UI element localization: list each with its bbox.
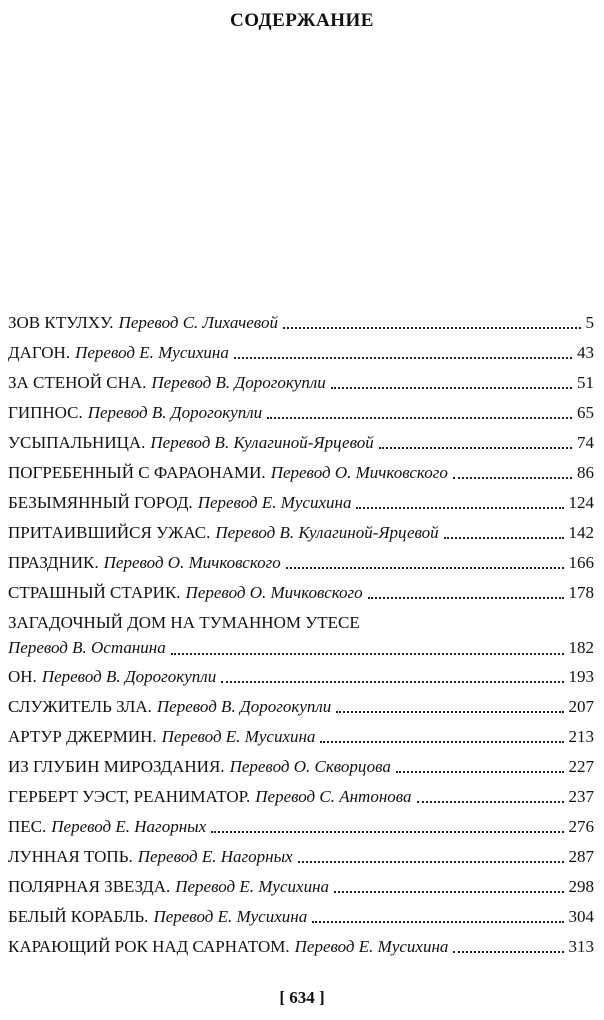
toc-row: [8, 488, 594, 518]
story-title: АРТУР ДЖЕРМИН.: [8, 727, 157, 746]
story-title: ГИПНОС.: [8, 403, 83, 422]
translator-credit: Перевод О. Мичковского: [270, 463, 448, 482]
translator-credit: Перевод Е. Мусихина: [197, 493, 352, 512]
page-ref: 5: [585, 313, 594, 332]
story-title: УСЫПАЛЬНИЦА.: [8, 433, 146, 452]
story-title: БЕЗЫМЯННЫЙ ГОРОД.: [8, 493, 193, 512]
page-ref: 182: [568, 638, 594, 657]
toc-entry: [8, 722, 594, 752]
dot-leader: [267, 417, 572, 419]
story-title: СТРАШНЫЙ СТАРИК.: [8, 583, 181, 602]
toc-entry: [8, 428, 594, 458]
translator-credit: Перевод В. Останина: [8, 638, 166, 657]
toc-entry: [8, 692, 594, 722]
toc-entry: [8, 812, 594, 842]
page-ref: 313: [568, 937, 594, 956]
table-of-contents: [8, 308, 594, 962]
page-ref: 237: [568, 787, 594, 806]
toc-entry: [8, 398, 594, 428]
page-ref: 124: [568, 493, 594, 512]
translator-credit: Перевод С. Лихачевой: [118, 313, 278, 332]
toc-entry: [8, 932, 594, 962]
page-ref: 51: [577, 373, 594, 392]
dot-leader: [396, 771, 564, 773]
story-title: ПРАЗДНИК.: [8, 553, 99, 572]
story-title: БЕЛЫЙ КОРАБЛЬ.: [8, 907, 149, 926]
translator-credit: Перевод Е. Мусихина: [161, 727, 316, 746]
story-title: ПЕС.: [8, 817, 47, 836]
toc-row: [8, 752, 594, 782]
toc-row: [8, 842, 594, 872]
toc-entry: [8, 458, 594, 488]
dot-leader: [379, 447, 572, 449]
dot-leader: [336, 711, 563, 713]
translator-credit: Перевод Е. Мусихина: [294, 937, 449, 956]
toc-row: [8, 636, 594, 662]
toc-entry: [8, 578, 594, 608]
translator-credit: Перевод Е. Нагорных: [137, 847, 293, 866]
toc-row: [8, 338, 594, 368]
story-title: ГЕРБЕРТ УЭСТ, РЕАНИМАТОР.: [8, 787, 251, 806]
page-ref: 86: [577, 463, 594, 482]
page-ref: 276: [568, 817, 594, 836]
dot-leader: [312, 921, 563, 923]
toc-row: [8, 662, 594, 692]
toc-entry: [8, 872, 594, 902]
translator-credit: Перевод В. Дорогокупли: [151, 373, 326, 392]
toc-entry: [8, 902, 594, 932]
translator-credit: Перевод С. Антонова: [255, 787, 412, 806]
toc-entry: [8, 308, 594, 338]
toc-row: [8, 902, 594, 932]
dot-leader: [221, 681, 563, 683]
page-ref: 74: [577, 433, 594, 452]
page-ref: 43: [577, 343, 594, 362]
dot-leader: [234, 357, 572, 359]
story-title: ЗОВ КТУЛХУ.: [8, 313, 114, 332]
toc-entry: [8, 548, 594, 578]
toc-row: [8, 518, 594, 548]
dot-leader: [444, 537, 564, 539]
page-ref: 178: [568, 583, 594, 602]
translator-credit: Перевод О. Мичковского: [103, 553, 281, 572]
dot-leader: [283, 327, 581, 329]
dot-leader: [417, 801, 564, 803]
toc-row: [8, 578, 594, 608]
page-ref: 65: [577, 403, 594, 422]
story-title: ИЗ ГЛУБИН МИРОЗДАНИЯ.: [8, 757, 225, 776]
story-title: ЗА СТЕНОЙ СНА.: [8, 373, 147, 392]
page-ref: 142: [568, 523, 594, 542]
toc-entry: [8, 488, 594, 518]
dot-leader: [211, 831, 563, 833]
toc-row: [8, 932, 594, 962]
translator-credit: Перевод Е. Мусихина: [153, 907, 308, 926]
translator-credit: Перевод Е. Мусихина: [75, 343, 229, 362]
story-title: ЛУННАЯ ТОПЬ.: [8, 847, 133, 866]
page-title: СОДЕРЖАНИЕ: [230, 10, 374, 31]
dot-leader: [286, 567, 564, 569]
dot-leader: [171, 653, 564, 655]
story-title: ПОГРЕБЕННЫЙ С ФАРАОНАМИ.: [8, 463, 266, 482]
translator-credit: Перевод Е. Нагорных: [51, 817, 207, 836]
page-ref: 227: [568, 757, 594, 776]
story-title: ДАГОН.: [8, 343, 71, 362]
toc-row: [8, 872, 594, 902]
translator-credit: Перевод В. Кулагиной-Ярцевой: [215, 523, 439, 542]
toc-row: [8, 308, 594, 338]
page-ref: 287: [568, 847, 594, 866]
toc-row: [8, 722, 594, 752]
toc-row: [8, 398, 594, 428]
dot-leader: [320, 741, 563, 743]
toc-entry: [8, 338, 594, 368]
story-title: ОН.: [8, 667, 37, 686]
toc-row: [8, 368, 594, 398]
toc-entry: [8, 518, 594, 548]
story-title: КАРАЮЩИЙ РОК НАД САРНАТОМ.: [8, 937, 290, 956]
toc-row: [8, 782, 594, 812]
translator-credit: Перевод В. Дорогокупли: [41, 667, 217, 686]
toc-row: [8, 608, 594, 636]
page-ref: 166: [568, 553, 594, 572]
translator-credit: Перевод В. Дорогокупли: [87, 403, 263, 422]
toc-entry: [8, 368, 594, 398]
translator-credit: Перевод Е. Мусихина: [175, 877, 329, 896]
toc-row: [8, 692, 594, 722]
toc-row: [8, 428, 594, 458]
page-number: [ 634 ]: [279, 988, 325, 1007]
page-ref: 207: [568, 697, 594, 716]
dot-leader: [356, 507, 563, 509]
dot-leader: [368, 597, 564, 599]
toc-entry: [8, 752, 594, 782]
toc-entry-two-line: [8, 608, 594, 662]
dot-leader: [331, 387, 572, 389]
toc-row: [8, 812, 594, 842]
dot-leader: [334, 891, 564, 893]
story-title: ПОЛЯРНАЯ ЗВЕЗДА.: [8, 877, 171, 896]
page-ref: 304: [568, 907, 594, 926]
translator-credit: Перевод В. Дорогокупли: [156, 697, 332, 716]
toc-entry: [8, 782, 594, 812]
toc-entry: [8, 842, 594, 872]
translator-credit: Перевод О. Скворцова: [229, 757, 391, 776]
toc-row: [8, 458, 594, 488]
toc-row: [8, 548, 594, 578]
translator-credit: Перевод В. Кулагиной-Ярцевой: [150, 433, 374, 452]
story-title: СЛУЖИТЕЛЬ ЗЛА.: [8, 697, 152, 716]
page-ref: 193: [568, 667, 594, 686]
dot-leader: [453, 477, 572, 479]
toc-entry: [8, 662, 594, 692]
story-title: ПРИТАИВШИЙСЯ УЖАС.: [8, 523, 211, 542]
dot-leader: [453, 951, 563, 953]
page-ref: 213: [568, 727, 594, 746]
dot-leader: [298, 861, 564, 863]
translator-credit: Перевод О. Мичковского: [185, 583, 363, 602]
page-ref: 298: [568, 877, 594, 896]
story-title: ЗАГАДОЧНЫЙ ДОМ НА ТУМАННОМ УТЕСЕ: [8, 613, 360, 632]
